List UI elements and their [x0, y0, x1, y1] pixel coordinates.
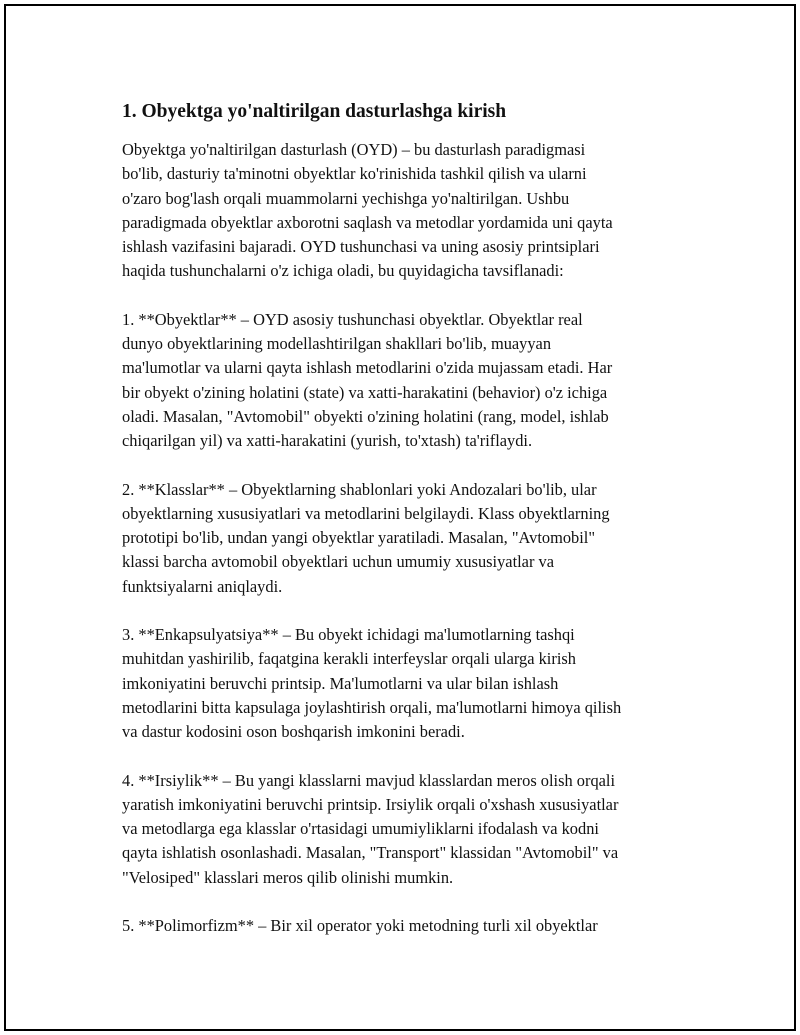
page-frame: [4, 4, 796, 1031]
paragraph-objects: 1. **Obyektlar** – OYD asosiy tushunchasi obyektlar. Obyektlar real dunyo obyektlarining modellashtirilgan shakllari bo'lib, muayyan ma'lumotlar va ularni qayta ishlash metodlarini o'zida mujassam etadi. Har bir obyekt o'zining holatini (state) va xatti-harakatini (behavior) o'z ichiga oladi. Masalan, "Avtomobil" obyekti o'zining holatini (rang, model, ishlab chiqarilgan yil) va xatti-harakatini (yurish, to'xtash) ta'riflaydi.: [122, 309, 613, 451]
document-content: [122, 99, 692, 962]
document-title: 1. Obyektga yo'naltirilgan dasturlashga kirish: [122, 101, 507, 122]
intro-paragraph: Obyektga yo'naltirilgan dasturlash (OYD) – bu dasturlash paradigmasi bo'lib, dasturiy ta'minotni obyektlar ko'rinishida tashkil qilish va ularni o'zaro bog'lash orqali muammolarni yechishga yo'naltirilgan. Ushbu paradigmada obyektlar axborotni saqlash va metodlar yordamida uni qayta ishlash vazifasini bajaradi. OYD tushunchasi va uning asosiy printsiplari haqida tushunchalarni o'z ichiga oladi, bu quyidagicha tavsiflanadi:: [122, 140, 613, 281]
paragraph-inheritance: 4. **Irsiylik** – Bu yangi klasslarni mavjud klasslardan meros olish orqali yaratish imkoniyatini beruvchi printsip. Irsiylik orqali o'xshash xususiyatlar va metodlarga ega klasslar o'rtasidagi umumiyliklarni ifodalash va kodni qayta ishlatish osonlashadi. Masalan, "Transport" klassidan "Avtomobil" va "Velosiped" klasslari meros qilib olinishi mumkin.: [122, 770, 619, 887]
paragraph-encapsulation: 3. **Enkapsulyatsiya** – Bu obyekt ichidagi ma'lumotlarning tashqi muhitdan yashirilib, faqatgina kerakli interfeyslar orqali ularga kirish imkoniyatini beruvchi printsip. Ma'lumotlarni va ular bilan ishlash metodlarini bitta kapsulaga joylashtirish orqali, ma'lumotlarni himoya qilish va dastur kodosini oson boshqarish imkonini beradi.: [122, 625, 622, 742]
paragraph-polymorphism: 5. **Polimorfizm** – Bir xil operator yoki metodning turli xil obyektlar: [122, 916, 598, 936]
paragraph-classes: 2. **Klasslar** – Obyektlarning shablonlari yoki Andozalari bo'lib, ular obyektlarning xususiyatlari va metodlarini belgilaydi. Klass obyektlarning prototipi bo'lib, undan yangi obyektlar yaratiladi. Masalan, "Avtomobil" klassi barcha avtomobil obyektlari uchun umumiy xususiyatlar va funktsiyalarni aniqlaydi.: [122, 479, 610, 596]
